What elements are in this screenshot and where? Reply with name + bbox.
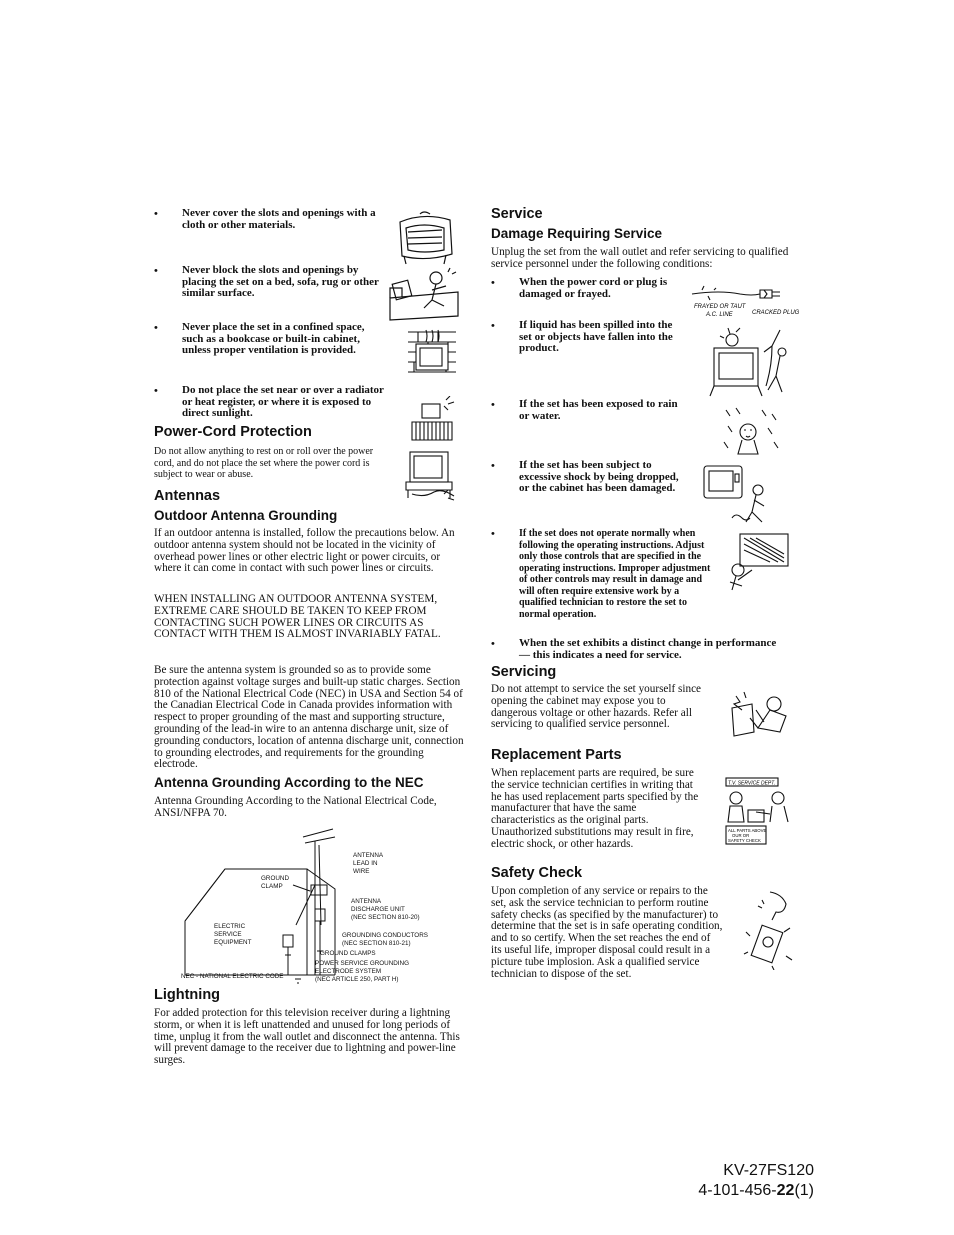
- list-item-text: If liquid has been spilled into the set or objects have fallen into the product.: [519, 319, 673, 354]
- list-item: [154, 264, 382, 300]
- list-item-text: Do not place the set near or over a radiator or heat register, or where it is exposed to direct sunlight.: [182, 384, 384, 419]
- grounding-conductors-label-1: GROUNDING CONDUCTORS: [342, 932, 428, 939]
- list-item: [154, 384, 390, 420]
- bullet-dot: •: [491, 638, 495, 650]
- list-item-text: Never block the slots and openings by placing the set on a bed, sofa, rug or other similar surface.: [182, 264, 379, 299]
- part-number-suffix: (1): [794, 1182, 814, 1199]
- part-number-prefix: 4-101-456-: [698, 1182, 777, 1199]
- bullet-dot: •: [491, 528, 495, 540]
- discharge-unit-label-3: (NEC SECTION 810-20): [351, 914, 420, 921]
- bullet-dot: •: [491, 320, 495, 332]
- bullet-dot: •: [491, 277, 495, 289]
- list-item: [491, 637, 789, 661]
- servicing-heading: Servicing: [491, 664, 557, 680]
- ground-clamp-label-2: CLAMP: [261, 883, 283, 890]
- list-item-text: If the set does not operate normally when following the operating instructions. Adjust only those controls that are specified in the operating instructions. Improper adjustment of other controls may result in damage and will often require extensive work by a qualified technician to restore the set to normal operation.: [519, 528, 711, 620]
- electric-service-label-3: EQUIPMENT: [214, 939, 252, 946]
- discharge-unit-label-1: ANTENNA: [351, 898, 382, 905]
- list-item: [154, 207, 382, 231]
- footer-part-number: [698, 1182, 814, 1200]
- sign-bottom-label-2: OUR OR: [732, 833, 750, 838]
- technician-parts-icon: [722, 776, 796, 848]
- list-item: [491, 459, 689, 495]
- antennas-heading: Antennas: [154, 488, 221, 504]
- list-item: [154, 321, 382, 357]
- antennas-grounding-paragraph: Be sure the antenna system is grounded so as to provide some protection against voltage surges and built-up static charges. Section 810 of the National Electrical Code (NEC) in USA and Section 54 of the Canadian Electrical Code in Canada provides information with respect to proper grounding of the mast and supporting structure, grounding of the lead-in wire to an antenna discharge unit, size of grounding conductors, location of antenna discharge unit, connection to grounding electrodes, and requirements for the grounding electrode.: [154, 664, 464, 771]
- list-item: [491, 319, 679, 355]
- list-item-text: Never cover the slots and openings with a cloth or other materials.: [182, 207, 376, 231]
- liquid-spill-icon: [706, 326, 796, 398]
- covered-tv-icon: [394, 210, 456, 266]
- nec-heading: Antenna Grounding According to the NEC: [154, 775, 424, 790]
- dropped-set-icon: [702, 462, 768, 526]
- tv-on-sofa-icon: [388, 266, 460, 324]
- grounding-conductors-label-2: (NEC SECTION 810-21): [342, 940, 411, 947]
- service-heading: Service: [491, 206, 543, 222]
- discharge-unit-label-2: DISCHARGE UNIT: [351, 906, 405, 913]
- cord-label-3: CRACKED PLUG: [752, 310, 800, 316]
- tv-on-cord-icon: [404, 450, 458, 502]
- list-item-text: If the set has been exposed to rain or water.: [519, 398, 678, 422]
- footer-model: KV-27FS120: [723, 1162, 814, 1179]
- list-item: [491, 398, 689, 422]
- service-intro: Unplug the set from the wall outlet and refer servicing to qualified service personnel under the following conditions:: [491, 246, 789, 270]
- damaged-cord-icon: [690, 280, 800, 320]
- bullet-dot: •: [154, 265, 158, 277]
- power-service-label-3: (NEC ARTICLE 250, PART H): [315, 976, 399, 983]
- lightning-text: For added protection for this television receiver during a lightning storm, or when it is left unattended and unused for long periods of time, unplug it from the wall outlet and disconnect the antenna. This will prevent damage to the receiver due to lightning and power-line surges.: [154, 1007, 460, 1067]
- antenna-lead-label-2: LEAD IN: [353, 860, 378, 867]
- list-item-text: When the set exhibits a distinct change in performance — this indicates a need for service.: [519, 637, 777, 661]
- electric-service-label-2: SERVICE: [214, 931, 242, 938]
- part-number-bold: 22: [776, 1182, 795, 1199]
- antenna-lead-label-3: WIRE: [353, 868, 370, 875]
- safety-heading: Safety Check: [491, 865, 583, 881]
- cord-label-1: FRAYED OR TAUT: [694, 304, 746, 310]
- outdoor-antenna-heading: Outdoor Antenna Grounding: [154, 508, 338, 523]
- nec-text: Antenna Grounding According to the National Electrical Code, ANSI/NFPA 70.: [154, 795, 437, 819]
- cord-label-2: A.C. LINE: [706, 312, 733, 318]
- antennas-paragraph: If an outdoor antenna is installed, follow the precautions below. An outdoor antenna system should not be located in the vicinity of overhead power lines or other electric light or power circuits, or where it can come in contact with such power lines or circuits.: [154, 527, 455, 575]
- rain-exposure-icon: [722, 406, 782, 458]
- power-service-label-1: POWER SERVICE GROUNDING: [315, 960, 409, 967]
- bullet-dot: •: [154, 385, 158, 397]
- sign-top-label: T.V. SERVICE DEPT.: [728, 780, 776, 787]
- list-item-text: If the set has been subject to excessive shock by being dropped, or the cabinet has been damaged.: [519, 459, 679, 494]
- list-item-text: When the power cord or plug is damaged or frayed.: [519, 276, 668, 300]
- replacement-text: When replacement parts are required, be sure the service technician certifies in writing that he has used replacement parts specified by the manufacturer that have the same characteristics as the original parts. Unauthorized substitutions may result in fire, electric shock, or other hazards.: [491, 767, 699, 850]
- electric-service-label-1: ELECTRIC: [214, 923, 246, 930]
- safety-text: Upon completion of any service or repairs to the set, ask the service technician to perform routine safety checks (as specified by the manufacturer) to determine that the set is in safe operating condition, and to so certify. When the set reaches the end of its useful life, improper disposal could result in a picture tube implosion. Ask a qualified service technician to dispose of the set.: [491, 885, 723, 980]
- adjusting-controls-icon: [726, 530, 792, 592]
- tv-over-radiator-icon: [408, 396, 456, 442]
- ground-clamps-label: GROUND CLAMPS: [320, 950, 376, 957]
- replacement-heading: Replacement Parts: [491, 747, 622, 763]
- nec-note: NEC - NATIONAL ELECTRIC CODE: [181, 973, 284, 980]
- sign-bottom-label-3: SAFETY CHECK: [728, 838, 761, 843]
- power-cord-text: Do not allow anything to rest on or roll over the power cord, and do not place the set where the power cord is subject to wear or abuse.: [154, 446, 374, 480]
- list-item-text: Never place the set in a confined space, such as a bookcase or built-in cabinet, unless proper ventilation is provided.: [182, 321, 365, 356]
- damage-service-heading: Damage Requiring Service: [491, 226, 663, 241]
- power-service-label-2: ELECTRODE SYSTEM: [315, 968, 382, 975]
- ground-clamp-label-1: GROUND: [261, 875, 289, 882]
- sign-bottom-label-1: ALL PARTS ABOVE: [728, 828, 767, 833]
- list-item: [491, 276, 689, 300]
- antenna-lead-label-1: ANTENNA: [353, 852, 384, 859]
- bullet-dot: •: [154, 322, 158, 334]
- bullet-dot: •: [154, 208, 158, 220]
- bullet-dot: •: [491, 460, 495, 472]
- tv-in-cabinet-icon: [406, 328, 458, 382]
- bullet-dot: •: [491, 399, 495, 411]
- opening-cabinet-icon: [728, 688, 792, 744]
- power-cord-heading: Power-Cord Protection: [154, 424, 312, 440]
- antennas-warning: WHEN INSTALLING AN OUTDOOR ANTENNA SYSTEM, EXTREME CARE SHOULD BE TAKEN TO KEEP FROM CONTACTING SUCH POWER LINES OR CIRCUITS AS CONTACT WITH THEM IS ALMOST INVARIABLY FATAL.: [154, 593, 441, 641]
- servicing-text: Do not attempt to service the set yourself since opening the cabinet may expose you to dangerous voltage or other hazards. Refer all servicing to qualified service personnel.: [491, 683, 702, 731]
- antenna-grounding-diagram: [175, 825, 470, 990]
- safety-check-icon: [742, 890, 798, 970]
- lightning-heading: Lightning: [154, 987, 221, 1003]
